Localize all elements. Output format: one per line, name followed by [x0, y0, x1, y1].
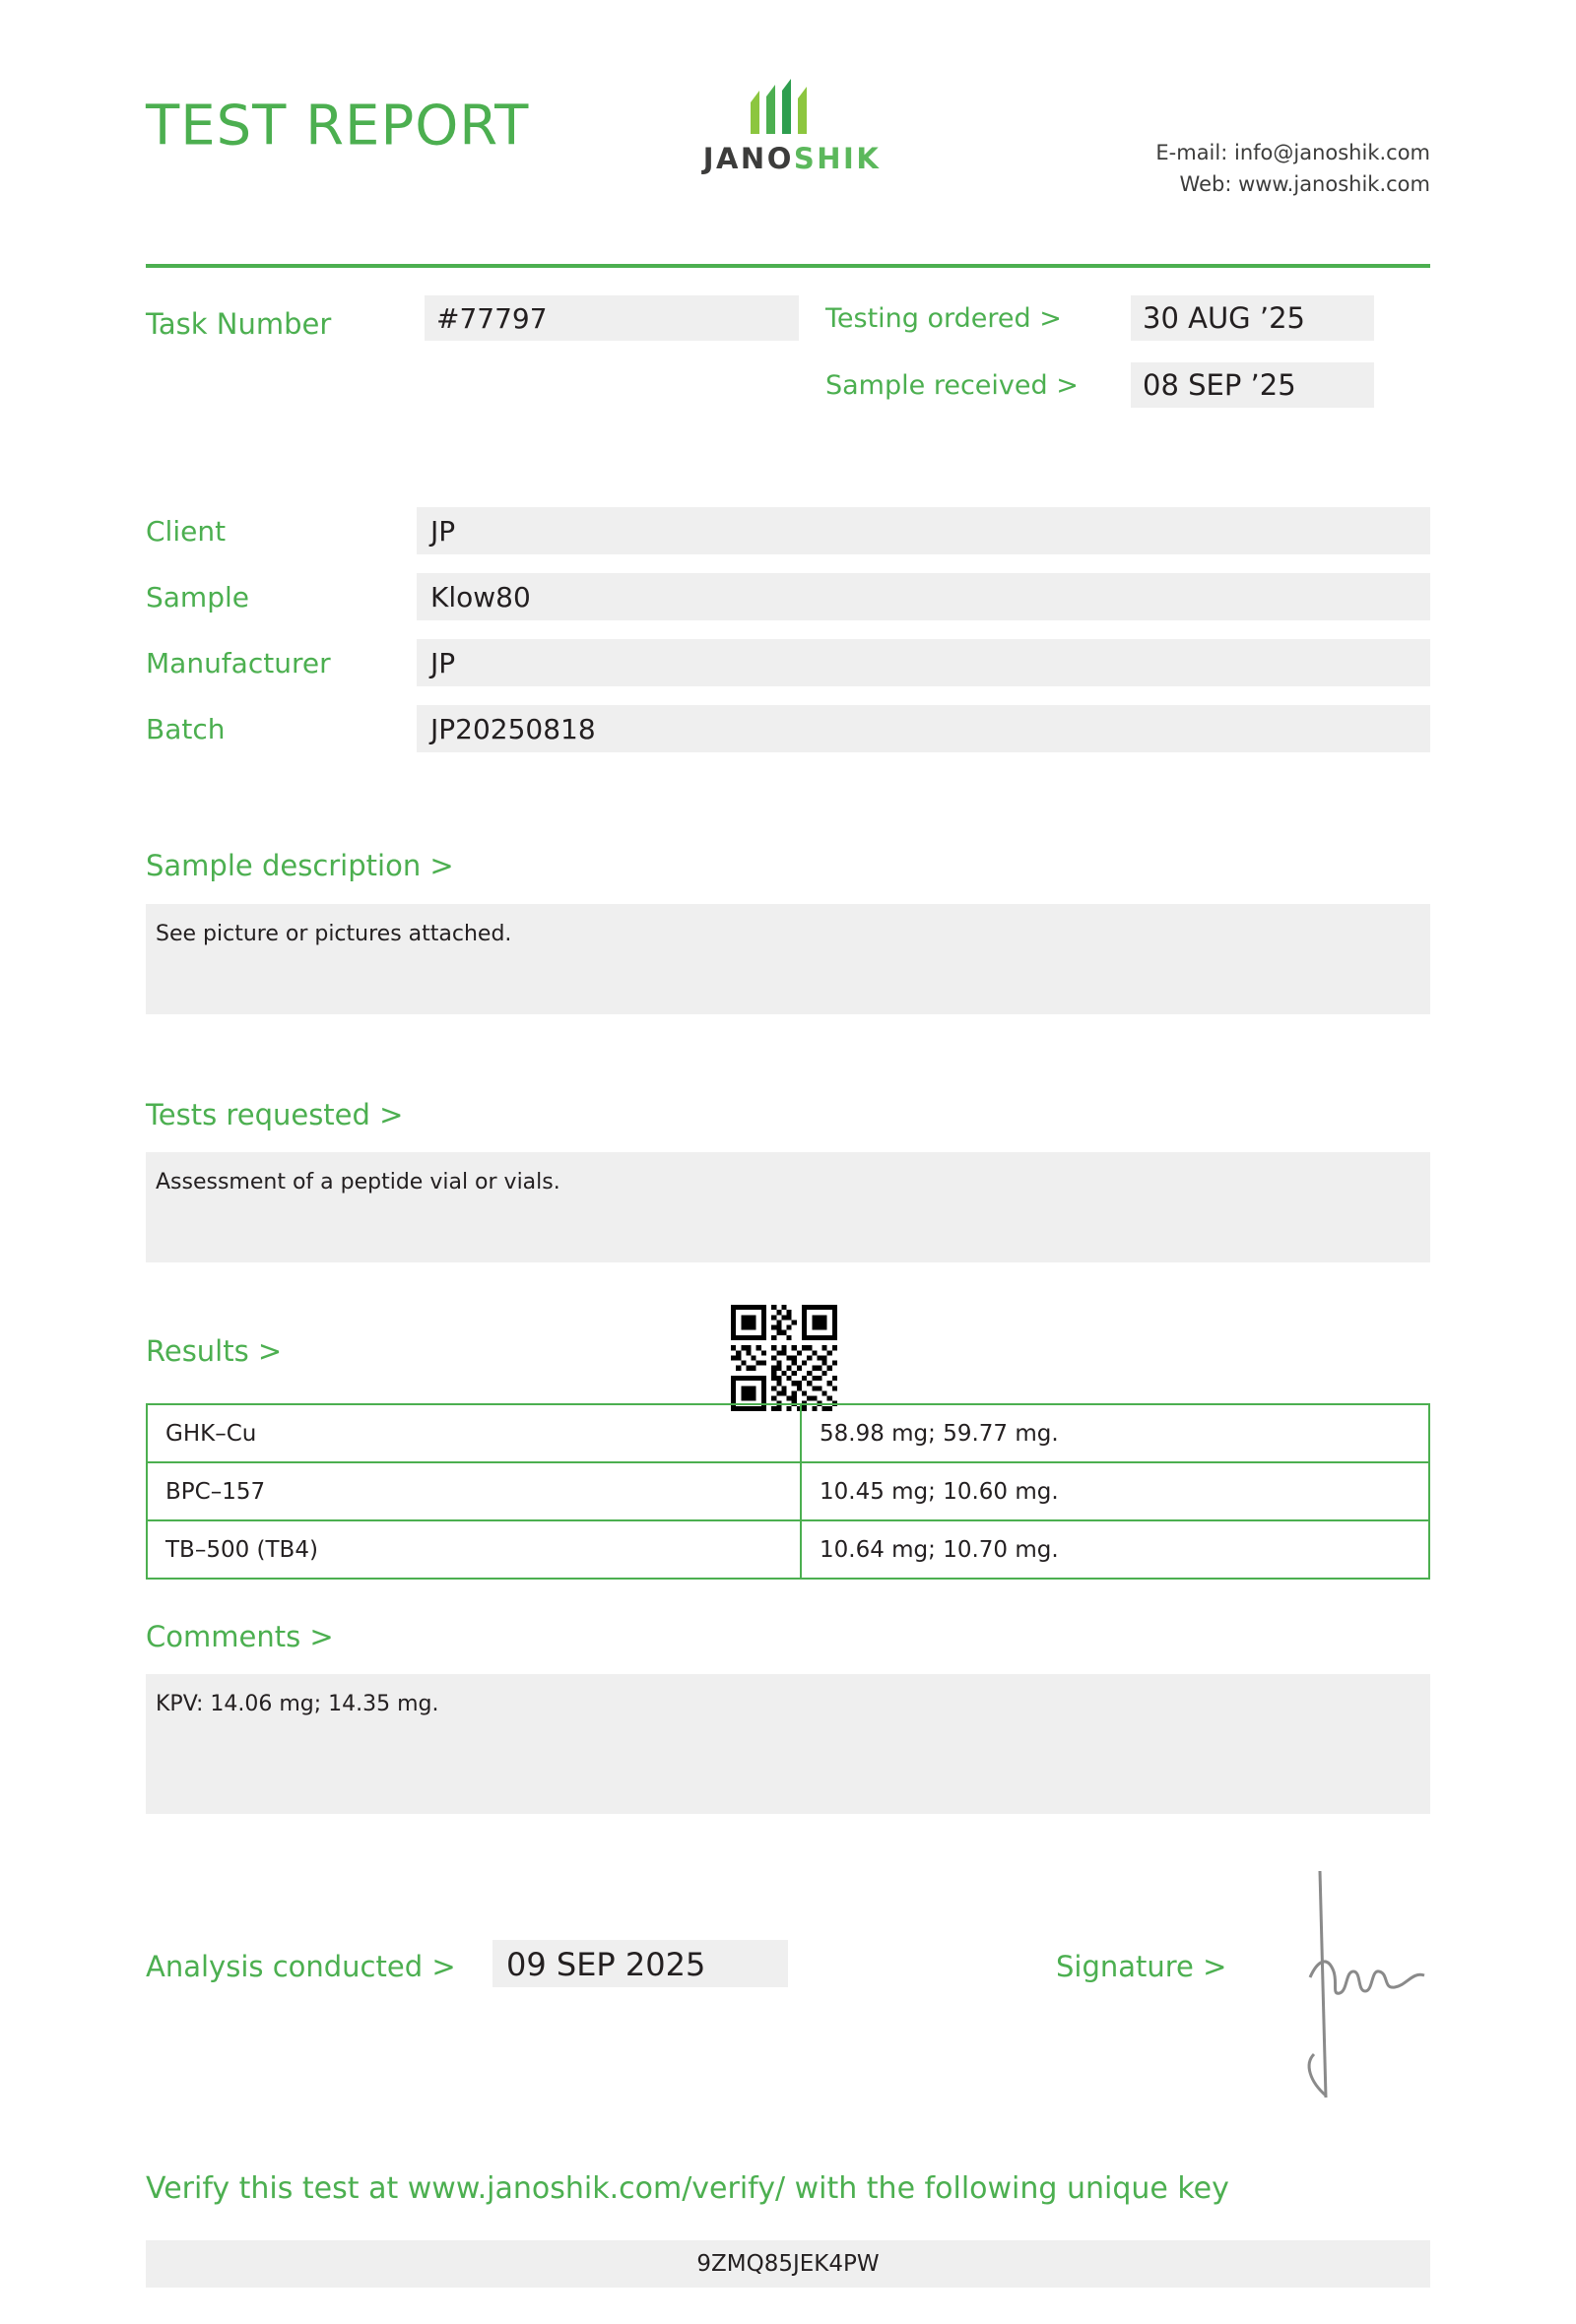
- contact-web: Web: www.janoshik.com: [1179, 171, 1430, 196]
- logo-word-green: SHIK: [793, 142, 882, 175]
- testing-ordered-date: 30 AUG ’25: [1131, 295, 1374, 341]
- manufacturer-label: Manufacturer: [146, 647, 331, 679]
- logo-mark-icon: [733, 77, 851, 138]
- unique-key-value: 9ZMQ85JEK4PW: [146, 2240, 1430, 2288]
- info-row-sample: [146, 573, 1430, 639]
- task-number-value: #77797: [425, 295, 799, 341]
- sample-description-title: Sample description >: [146, 849, 454, 882]
- page-title: TEST REPORT: [146, 94, 530, 159]
- client-label: Client: [146, 515, 227, 548]
- comments-title: Comments >: [146, 1620, 334, 1653]
- logo-word-dark: JANO: [702, 142, 794, 175]
- sample-received-date: 08 SEP ’25: [1131, 362, 1374, 408]
- results-title: Results >: [146, 1334, 283, 1368]
- info-row-client: [146, 507, 1430, 573]
- client-value: JP: [417, 507, 1430, 554]
- results-table: [146, 1403, 1430, 1580]
- sample-label: Sample: [146, 581, 249, 613]
- result-value: 10.64 mg; 10.70 mg.: [801, 1520, 1429, 1579]
- logo-wordmark: [684, 142, 900, 175]
- tests-requested-text: Assessment of a peptide vial or vials.: [146, 1152, 1430, 1262]
- header-divider: [146, 264, 1430, 268]
- manufacturer-value: JP: [417, 639, 1430, 686]
- batch-value: JP20250818: [417, 705, 1430, 752]
- sample-description-text: See picture or pictures attached.: [146, 904, 1430, 1014]
- contact-email: E-mail: info@janoshik.com: [1155, 141, 1430, 164]
- info-section: [146, 507, 1430, 771]
- task-number-label: Task Number: [146, 307, 332, 341]
- analysis-conducted-label: Analysis conducted >: [146, 1950, 456, 1983]
- table-row: [147, 1462, 1429, 1520]
- sample-value: Klow80: [417, 573, 1430, 620]
- signature-icon: [1280, 1861, 1478, 2107]
- table-row: [147, 1404, 1429, 1462]
- report-header: [146, 0, 1430, 197]
- comments-text: KPV: 14.06 mg; 14.35 mg.: [146, 1674, 1430, 1814]
- result-value: 10.45 mg; 10.60 mg.: [801, 1462, 1429, 1520]
- result-value: 58.98 mg; 59.77 mg.: [801, 1404, 1429, 1462]
- janoshik-logo: [684, 77, 900, 175]
- tests-requested-title: Tests requested >: [146, 1098, 404, 1131]
- result-analyte: GHK–Cu: [147, 1404, 801, 1462]
- verify-instructions: Verify this test at www.janoshik.com/verify/ with the following unique key: [146, 2171, 1229, 2206]
- info-row-manufacturer: [146, 639, 1430, 705]
- testing-ordered-label: Testing ordered >: [825, 303, 1062, 334]
- signature-label: Signature >: [1056, 1950, 1227, 1983]
- table-row: [147, 1520, 1429, 1579]
- result-analyte: BPC–157: [147, 1462, 801, 1520]
- qr-code-icon: [731, 1305, 837, 1411]
- task-section: [146, 295, 1430, 404]
- info-row-batch: [146, 705, 1430, 771]
- batch-label: Batch: [146, 713, 226, 745]
- analysis-conducted-date: 09 SEP 2025: [492, 1940, 788, 1987]
- sample-received-label: Sample received >: [825, 370, 1079, 401]
- result-analyte: TB–500 (TB4): [147, 1520, 801, 1579]
- contact-block: [1155, 138, 1430, 200]
